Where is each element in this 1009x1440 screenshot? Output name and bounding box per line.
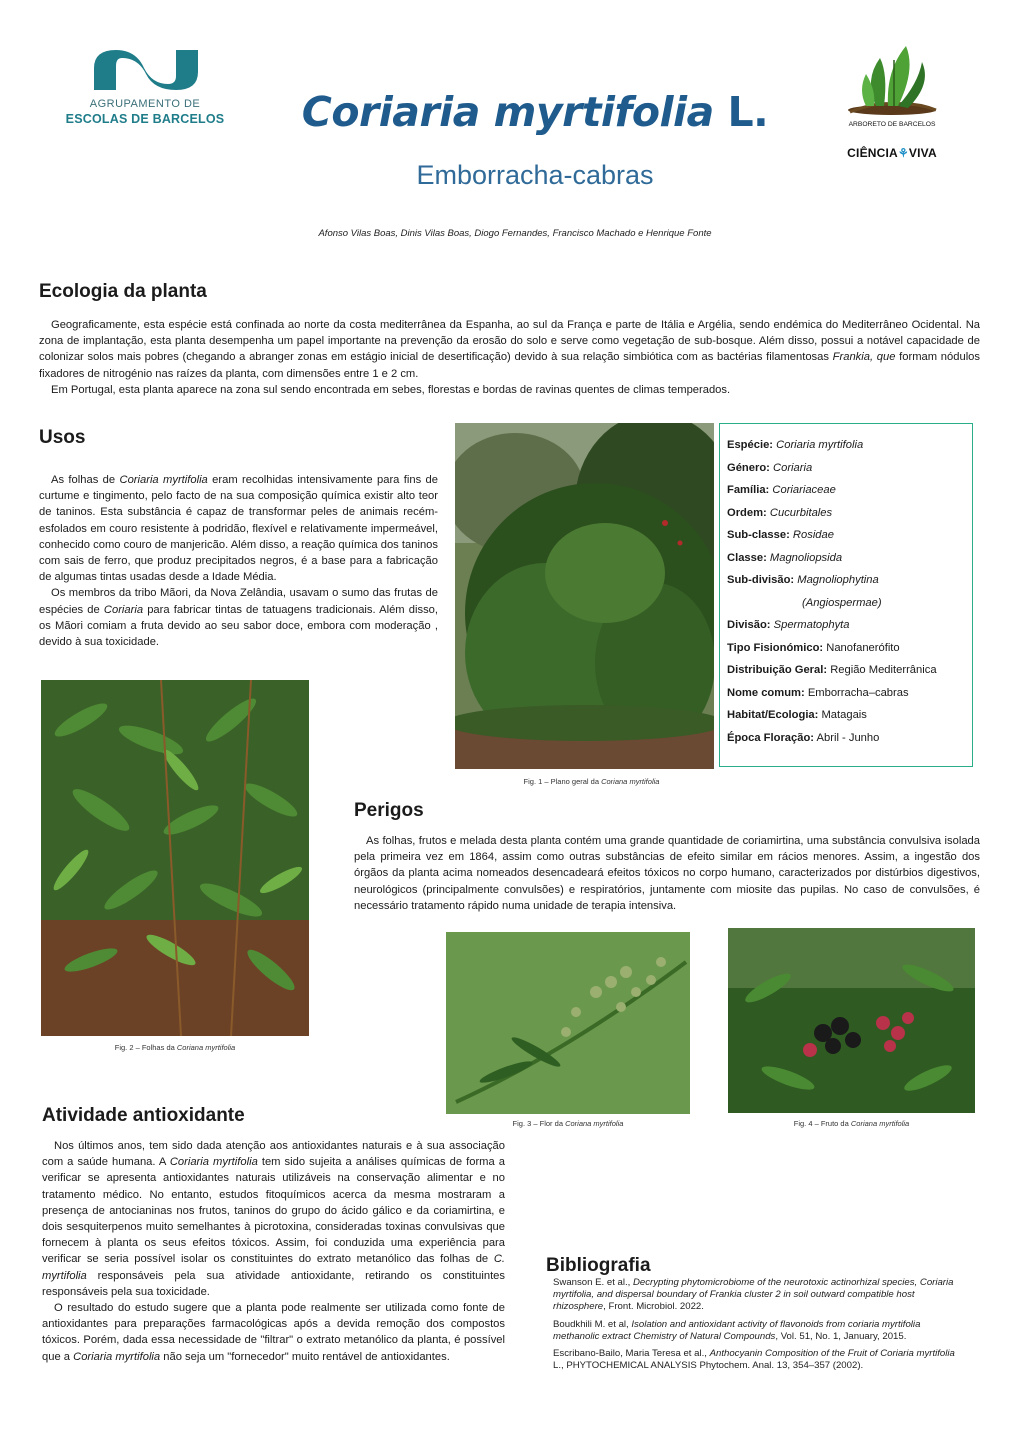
info-row-subclasse: Sub-classe: Rosidae bbox=[727, 529, 834, 541]
fig1-caption: Fig. 1 – Plano geral da Coriana myrtifolia bbox=[523, 777, 660, 786]
authors-line: Afonso Vilas Boas, Dinis Vilas Boas, Diogo Fernandes, Francisco Machado e Henrique Fonte bbox=[318, 228, 712, 239]
bibliografia-title: Bibliografia bbox=[546, 1255, 651, 1276]
ecologia-text bbox=[39, 317, 980, 398]
info-row-ordem: Ordem: Cucurbitales bbox=[727, 506, 833, 519]
title-species: Coriaria myrtifolia bbox=[301, 88, 714, 136]
school-logo bbox=[64, 44, 226, 128]
usos-paragraph-2: Os membros da tribo Mãori, da Nova Zelândia, usavam o sumo das frutas de espécies de Coriaria para fabricar tintas de tatuagens tradicionais. Além disso, os Mãori comiam a fruta devido ao seu sabor doce, embora com moderação , devido à sua toxicidade. bbox=[39, 587, 438, 649]
arboreto-logo bbox=[836, 40, 948, 166]
bib-item: Swanson E. et al., Decrypting phytomicrobiome of the neurotoxic actinorhizal species, Coriaria myrtifolia, and dispersal boundary of Frankia cluster 2 in soil outward compatible host rhizosphere, Front. Microbiol. 2022. bbox=[553, 1277, 954, 1313]
perigos-text bbox=[354, 833, 980, 914]
ecologia-paragraph-1: Geograficamente, esta espécie está confinada ao norte da costa mediterrânea da Espanha, ao sul da França e parte de Itália e Argélia, sendo endémica do Mediterrâneo Ocidental. Na zona de implantação, esta planta desempenha um papel importante na prevenção da erosão do solo e serve como vegetação de sub-bosque. Além disso, possui a notável capacidade de colonizar solos mais pobres (chegando a abranger zonas em estágio inicial de desertificação) devido à sua relação simbiótica com as bactérias filamentosas Frankia, que formam nódulos fixadores de nitrogénio nas raízes da planta, com dimensões entre 1 e 2 cm. bbox=[39, 319, 980, 380]
antioxidante-text bbox=[42, 1138, 505, 1365]
info-row-classe: Classe: Magnoliopsida bbox=[727, 551, 843, 564]
viva-word: VIVA bbox=[908, 146, 937, 160]
ecologia-paragraph-2: Em Portugal, esta planta aparece na zona sul sendo encontrada em sebes, florestas e bordas de ravinas quentes de climas temperados. bbox=[51, 383, 731, 396]
info-row-distribuicao: Distribuição Geral: Região Mediterrânica bbox=[727, 664, 937, 676]
school-name-line2: ESCOLAS DE BARCELOS bbox=[65, 112, 225, 126]
ciencia-word: CIÊNCIA bbox=[847, 146, 898, 160]
fig2-photo bbox=[41, 680, 309, 1036]
person-icon: ⚘ bbox=[897, 146, 909, 160]
fig3-caption: Fig. 3 – Flor da Coriana myrtifolia bbox=[512, 1119, 624, 1128]
info-row-especie: Espécie: Coriaria myrtifolia bbox=[727, 439, 864, 451]
wave-logo-icon bbox=[64, 44, 226, 98]
info-row-genero: Género: Coriaria bbox=[727, 461, 813, 474]
antioxidante-paragraph-2: O resultado do estudo sugere que a planta pode realmente ser utilizada como fonte de antioxidantes para preparações farmacológicas após a devida remoção dos compostos tóxicos. Porém, dada essa necessidade de "filtrar" o extrato metanólico da planta, é possível que a Coriaria myrtifolia não seja um "fornecedor" muito rentável de antioxidantes. bbox=[42, 1302, 505, 1363]
page-subtitle: Emborracha-cabras bbox=[416, 160, 654, 190]
info-row-nome: Nome comum: Emborracha–cabras bbox=[727, 686, 909, 699]
bib-item: Boudkhili M. et al, Isolation and antioxidant activity of flavonoids from coriaria myrtifolia methanolic extract Chemistry of Natural Compounds, Vol. 51, No. 1, January, 2015. bbox=[553, 1318, 921, 1342]
info-row-tipo: Tipo Fisionómico: Nanofanerófito bbox=[727, 641, 900, 654]
taxonomy-box bbox=[719, 423, 973, 767]
title-author: L. bbox=[727, 88, 769, 136]
ciencia-viva-name bbox=[836, 146, 948, 160]
fig2-caption: Fig. 2 – Folhas da Coriana myrtifolia bbox=[114, 1043, 236, 1052]
info-row-habitat: Habitat/Ecologia: Matagais bbox=[727, 709, 867, 721]
info-row-subdivisao: Sub-divisão: Magnoliophytina bbox=[727, 574, 879, 586]
tree-logo-icon bbox=[836, 40, 948, 118]
usos-paragraph-1: As folhas de Coriaria myrtifolia eram recolhidas intensivamente para fins de curtume e tingimento, pelo facto de na sua composição química existir alto teor de taninos. Esta substância é capaz de transformar peles de animais recém-esfolados em couro resistente à podridão, flexível e relativamente impermeável, conhecido como couro de manjericão. Além disso, a reação química dos taninos com sais de ferro, que produz precipitados negros, é a base para a fabricação de algumas tintas usadas desde a Idade Média. bbox=[39, 474, 438, 584]
arboreto-name: ARBORETO DE BARCELOS bbox=[848, 121, 936, 128]
bibliography-list bbox=[553, 1277, 965, 1377]
school-name-line1: AGRUPAMENTO DE bbox=[89, 98, 201, 110]
fig3-photo bbox=[446, 932, 690, 1114]
ecologia-title: Ecologia da planta bbox=[39, 281, 207, 302]
info-row-subdivisao-cont: (Angiospermae) bbox=[802, 596, 882, 609]
fig1-photo bbox=[455, 423, 714, 769]
info-row-familia: Família: Coriariaceae bbox=[727, 484, 836, 496]
bib-item: Escribano-Bailo, Maria Teresa et al., Anthocyanin Composition of the Fruit of Coriaria myrtifolia L., PHYTOCHEMICAL ANALYSIS Phytochem. Anal. 13, 354–357 (2002). bbox=[553, 1348, 955, 1372]
page-title bbox=[250, 88, 820, 136]
fig4-photo bbox=[728, 928, 975, 1113]
perigos-title: Perigos bbox=[354, 800, 424, 821]
antioxidante-title: Atividade antioxidante bbox=[42, 1105, 245, 1126]
usos-title: Usos bbox=[39, 427, 86, 448]
antioxidante-paragraph-1: Nos últimos anos, tem sido dada atenção aos antioxidantes naturais e à sua associação com a saúde humana. A Coriaria myrtifolia tem sido sujeita a análises químicas de forma a verificar se apresenta antioxidantes naturais utilizáveis na conservação alimentar e no tratamento médico. No entanto, estudos fitoquímicos acerca da mesma mostraram a presença de antocianinas nos frutos, taninos do grupo do ácido gálico e da coriamirtina, e dois sesquiterpenos muito semelhantes à picrotoxina, consideradas toxinas convulsivas que fornecem à planta os seus efeitos tóxicos. Assim, foi conduzida uma experiência para verificar se seria possível isolar os constituintes do extrato metanólico das folhas de C. myrtifolia responsáveis pela sua atividade antioxidante, retirando os constituintes responsáveis pela sua toxicidade. bbox=[42, 1140, 505, 1298]
info-row-epoca: Época Floração: Abril - Junho bbox=[727, 731, 880, 744]
perigos-paragraph-1: As folhas, frutos e melada desta planta contém uma grande quantidade de coriamirtina, uma substância convulsiva isolada pela primeira vez em 1864, assim como outras substâncias de efeito similar em rácios menores. Assim, a ingestão dos órgãos da planta acima nomeados desencadeará efeitos tóxicos no corpo humano, caracterizados por distúrbios digestivos, neurológicos (principalmente convulsões) e respiratórios, juntamente com miosite das pupilas. No caso de convulsões, é necessário tratamento rápido numa unidade de terapia intensiva. bbox=[354, 835, 980, 912]
usos-text bbox=[39, 472, 438, 650]
info-row-divisao: Divisão: Spermatophyta bbox=[727, 619, 850, 631]
fig4-caption: Fig. 4 – Fruto da Coriana myrtifolia bbox=[793, 1119, 910, 1128]
